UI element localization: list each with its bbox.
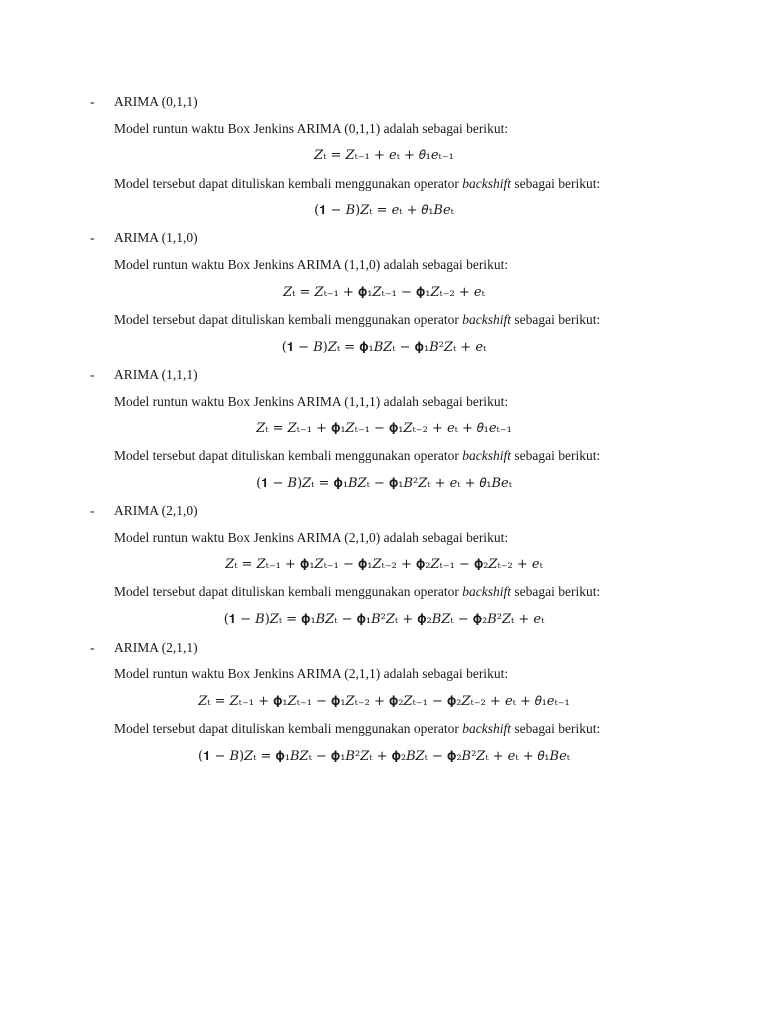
intro-text: Model runtun waktu Box Jenkins ARIMA (2,1,1) adalah sebagai berikut:: [114, 666, 509, 681]
backshift-equation: (𝟏 − 𝐵)𝑍ₜ = 𝛟₁𝐵𝑍ₜ − 𝛟₁𝐵²𝑍ₜ + 𝑒ₜ: [281, 340, 487, 355]
backshift-text: Model tersebut dapat dituliskan kembali menggunakan operator backshift sebagai berikut:: [114, 448, 601, 463]
backshift-text: Model tersebut dapat dituliskan kembali menggunakan operator backshift sebagai berikut:: [114, 312, 601, 327]
model-equation: 𝑍ₜ = 𝑍ₜ₋₁ + 𝛟₁𝑍ₜ₋₁ − 𝛟₁𝑍ₜ₋₂ + 𝛟₂𝑍ₜ₋₁ − 𝛟₂𝑍ₜ₋₂ + 𝑒ₜ + 𝜃₁𝑒ₜ₋₁: [198, 694, 570, 709]
backshift-text: Model tersebut dapat dituliskan kembali menggunakan operator backshift sebagai berikut:: [114, 584, 601, 599]
bullet-dash: -: [90, 367, 95, 382]
backshift-equation: (𝟏 − 𝐵)𝑍ₜ = 𝛟₁𝐵𝑍ₜ − 𝛟₁𝐵²𝑍ₜ + 𝛟₂𝐵𝑍ₜ − 𝛟₂𝐵²𝑍ₜ + 𝑒ₜ: [223, 612, 545, 627]
section-heading: ARIMA (0,1,1): [114, 94, 198, 109]
section-heading: ARIMA (1,1,0): [114, 230, 198, 245]
backshift-equation: (𝟏 − 𝐵)𝑍ₜ = 𝑒ₜ + 𝜃₁𝐵𝑒ₜ: [314, 203, 454, 218]
intro-text: Model runtun waktu Box Jenkins ARIMA (0,1,1) adalah sebagai berikut:: [114, 121, 509, 136]
backshift-text: Model tersebut dapat dituliskan kembali menggunakan operator backshift sebagai berikut:: [114, 721, 601, 736]
backshift-equation: (𝟏 − 𝐵)𝑍ₜ = 𝛟₁𝐵𝑍ₜ − 𝛟₁𝐵²𝑍ₜ + 𝑒ₜ + 𝜃₁𝐵𝑒ₜ: [256, 476, 512, 491]
backshift-term: backshift: [462, 721, 512, 736]
bullet-dash: -: [90, 230, 95, 245]
section-heading: ARIMA (1,1,1): [114, 367, 198, 382]
section-heading: ARIMA (2,1,0): [114, 503, 198, 518]
model-equation: 𝑍ₜ = 𝑍ₜ₋₁ + 𝛟₁𝑍ₜ₋₁ − 𝛟₁𝑍ₜ₋₂ + 𝑒ₜ + 𝜃₁𝑒ₜ₋₁: [256, 421, 512, 436]
backshift-term: backshift: [462, 584, 512, 599]
backshift-text: Model tersebut dapat dituliskan kembali menggunakan operator backshift sebagai berikut:: [114, 176, 601, 191]
backshift-equation: (𝟏 − 𝐵)𝑍ₜ = 𝛟₁𝐵𝑍ₜ − 𝛟₁𝐵²𝑍ₜ + 𝛟₂𝐵𝑍ₜ − 𝛟₂𝐵²𝑍ₜ + 𝑒ₜ + 𝜃₁𝐵𝑒ₜ: [198, 749, 570, 764]
bullet-dash: -: [90, 503, 95, 518]
model-equation: 𝑍ₜ = 𝑍ₜ₋₁ + 𝛟₁𝑍ₜ₋₁ − 𝛟₁𝑍ₜ₋₂ + 𝛟₂𝑍ₜ₋₁ − 𝛟₂𝑍ₜ₋₂ + 𝑒ₜ: [225, 557, 543, 572]
intro-text: Model runtun waktu Box Jenkins ARIMA (1,1,1) adalah sebagai berikut:: [114, 394, 509, 409]
model-equation: 𝑍ₜ = 𝑍ₜ₋₁ + 𝑒ₜ + 𝜃₁𝑒ₜ₋₁: [314, 148, 454, 163]
intro-text: Model runtun waktu Box Jenkins ARIMA (2,1,0) adalah sebagai berikut:: [114, 530, 509, 545]
bullet-dash: -: [90, 94, 95, 109]
backshift-term: backshift: [462, 176, 512, 191]
backshift-term: backshift: [462, 312, 512, 327]
intro-text: Model runtun waktu Box Jenkins ARIMA (1,1,0) adalah sebagai berikut:: [114, 257, 509, 272]
model-equation: 𝑍ₜ = 𝑍ₜ₋₁ + 𝛟₁𝑍ₜ₋₁ − 𝛟₁𝑍ₜ₋₂ + 𝑒ₜ: [283, 285, 485, 300]
backshift-term: backshift: [462, 448, 512, 463]
section-heading: ARIMA (2,1,1): [114, 640, 198, 655]
bullet-dash: -: [90, 640, 95, 655]
